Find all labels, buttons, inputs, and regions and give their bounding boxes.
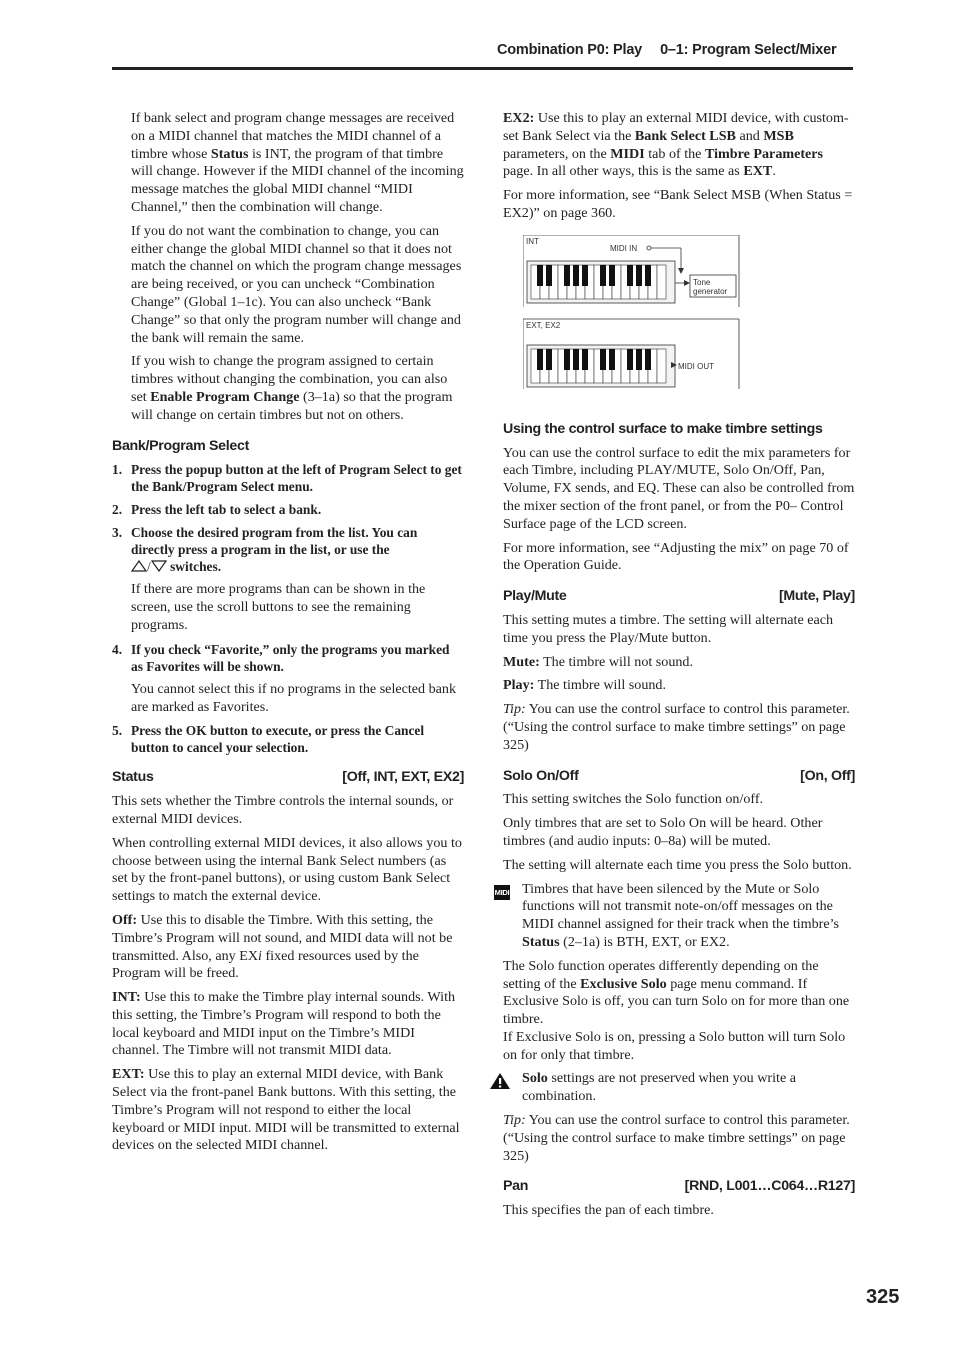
step-4: 4. If you check “Favorite,” only the programs you marked as Favorites will be shown. bbox=[112, 641, 450, 674]
warning-note: Solo settings are not preserved when you write a combination. bbox=[489, 1070, 855, 1106]
warning-hand-icon bbox=[489, 1072, 511, 1090]
intro-block bbox=[112, 110, 464, 425]
step-4-note: You cannot select this if no programs in the selected bank are marked as Favorites. bbox=[131, 680, 457, 715]
header-rule bbox=[112, 67, 853, 70]
midi-note: MIDI Timbres that have been silenced by the Mute or Solo functions will not transmit note-on/off messages on the MIDI channel assigned for their track when the timbre’s Status (2–1a) is BTH, EXT, or EX2. bbox=[494, 880, 840, 950]
diagram-generator-label: generator bbox=[693, 286, 728, 296]
status-routing-diagram bbox=[523, 235, 743, 393]
play-description: Play: The timbre will sound. bbox=[503, 677, 666, 694]
diagram-midi-out-label: MIDI OUT bbox=[678, 361, 714, 371]
section-heading-status: Status [Off, INT, EXT, EX2] bbox=[112, 769, 464, 786]
paragraph: If you wish to change the program assigned to certain timbres without changing the combination, you can also set Enable Program Change (3–1a) so that the program will change on certain timbres but not on others. bbox=[131, 353, 453, 423]
step-3: 3. Choose the desired program from the list. You can directly press a program in the list, or use the / switches. bbox=[112, 525, 418, 575]
step-3-note: If there are more programs than can be shown in the screen, use the scroll buttons to see the remaining programs. bbox=[131, 581, 426, 633]
play-mute-range: [Mute, Play] bbox=[778, 588, 855, 605]
midi-icon: MIDI bbox=[494, 885, 510, 900]
diagram-tone-label: Tone bbox=[693, 277, 711, 287]
paragraph: If bank select and program change messages are received on a MIDI channel that matches the MIDI channel of a timbre whose Status is INT, the program of that timbre will change. However if the MIDI channel of the incoming message matches the global MIDI channel “MIDI Channel,” then the combination will change. bbox=[131, 110, 464, 215]
left-column bbox=[112, 110, 464, 1161]
section-heading-control-surface: Using the control surface to make timbre settings bbox=[503, 420, 823, 437]
off-description: Off: Use this to disable the Timbre. With this setting, the Timbre’s Program will not sound, and MIDI data will not be transmitted. Also, any EXi fixed resources used by the Program will be freed. bbox=[112, 911, 453, 982]
paragraph: You can use the control surface to edit the mix parameters for each Timbre, including PLAY/MUTE, Solo On/Off, Pan, Volume, FX sends, and EQ. These can also be controlled from the mixer section of the front panel, or from the P0– Control Surface page of the LCD screen. bbox=[503, 444, 855, 532]
step-2: 2. Press the left tab to select a bank. bbox=[112, 502, 322, 518]
paragraph: The setting will alternate each time you press the Solo button. bbox=[503, 856, 852, 873]
diagram-ext-label: EXT, EX2 bbox=[526, 320, 561, 330]
ext-description: EXT: Use this to play an external MIDI device, with Bank Select via the front-panel Bank buttons. With this setting, the Timbre’s Program will not respond to either the local keyboard or MIDI input. MIDI will be transmitted to external devices on the selected MIDI channel. bbox=[112, 1066, 460, 1154]
section-heading-play-mute: Play/Mute [Mute, Play] bbox=[503, 588, 855, 605]
paragraph: Only timbres that are set to Solo On will be heard. Other timbres (and audio inputs: 0–8a) will be muted. bbox=[503, 815, 823, 849]
down-arrow-icon bbox=[151, 560, 167, 572]
solo-range: [On, Off] bbox=[800, 767, 855, 784]
paragraph: For more information, see “Adjusting the mix” on page 70 of the Operation Guide. bbox=[503, 539, 849, 574]
pan-range: [RND, L001…C064…R127] bbox=[684, 1178, 855, 1195]
ex2-description: EX2: Use this to play an external MIDI device, with custom-set Bank Select via the Bank Select LSB and MSB parameters, on the MIDI tab of the Timbre Parameters page. In all other ways, this is the same as EXT. bbox=[503, 110, 849, 180]
paragraph: This setting switches the Solo function on/off. bbox=[503, 791, 764, 808]
header-page: 0–1: Program Select/Mixer bbox=[660, 42, 837, 58]
section-heading-pan: Pan [RND, L001…C064…R127] bbox=[503, 1178, 855, 1195]
step-5: 5. Press the OK button to execute, or press the Cancel button to cancel your selection. bbox=[112, 723, 425, 756]
section-heading-solo: Solo On/Off [On, Off] bbox=[503, 767, 855, 784]
mute-description: Mute: The timbre will not sound. bbox=[503, 653, 694, 670]
paragraph: If you do not want the combination to change, you can either change the global MIDI channel so that it does not match the channel on which the program change messages are being received, or you can uncheck “Combination Change” (Global 1–1c). You can also uncheck “Bank Change” so that only the program number will change and the bank will remain the same. bbox=[131, 222, 462, 346]
up-arrow-icon bbox=[131, 560, 147, 572]
paragraph: This specifies the pan of each timbre. bbox=[503, 1202, 714, 1219]
section-heading-bank-program: Bank/Program Select bbox=[112, 437, 250, 454]
right-column bbox=[494, 110, 855, 1226]
diagram-midi-in-label: MIDI IN bbox=[610, 243, 638, 253]
tip: Tip: You can use the control surface to control this parameter. (“Using the control surface to make timbre settings” on page 325) bbox=[503, 701, 850, 753]
paragraph: The Solo function operates differently depending on the setting of the Exclusive Solo page menu command. If Exclusive Solo is off, you can turn Solo on for more than one timbre. If Exclusive Solo is on, pressing a Solo button will turn Solo on for only that timbre. bbox=[503, 957, 850, 1063]
paragraph: This sets whether the Timbre controls the internal sounds, or external MIDI devices. bbox=[112, 793, 454, 827]
diagram-int-label: INT bbox=[526, 236, 539, 246]
int-description: INT: Use this to make the Timbre play internal sounds. With this setting, the Timbre’s Program will respond to both the local keyboard and MIDI input on the Timbre’s MIDI channel. The Timbre will not transmit MIDI data. bbox=[112, 989, 456, 1059]
tip: Tip: You can use the control surface to control this parameter. (“Using the control surface to make timbre settings” on page 325) bbox=[503, 1112, 850, 1164]
paragraph: When controlling external MIDI devices, it also allows you to choose between using the internal Bank Select numbers (as set by the front-panel buttons), or using custom Bank Select settings to match the external device. bbox=[112, 834, 462, 905]
paragraph: For more information, see “Bank Select MSB (When Status = EX2)” on page 360. bbox=[503, 187, 853, 221]
page-number: 325 bbox=[866, 1286, 900, 1308]
status-range: [Off, INT, EXT, EX2] bbox=[342, 769, 464, 786]
keyboard-illustration-int bbox=[531, 265, 666, 299]
header-section: Combination P0: Play bbox=[497, 42, 643, 58]
running-header bbox=[497, 42, 836, 60]
step-1: 1. Press the popup button at the left of Program Select to get the Bank/Program Select menu. bbox=[112, 462, 462, 495]
keyboard-illustration-ext bbox=[531, 349, 666, 383]
paragraph: This setting mutes a timbre. The setting will alternate each time you press the Play/Mute button. bbox=[503, 611, 834, 646]
